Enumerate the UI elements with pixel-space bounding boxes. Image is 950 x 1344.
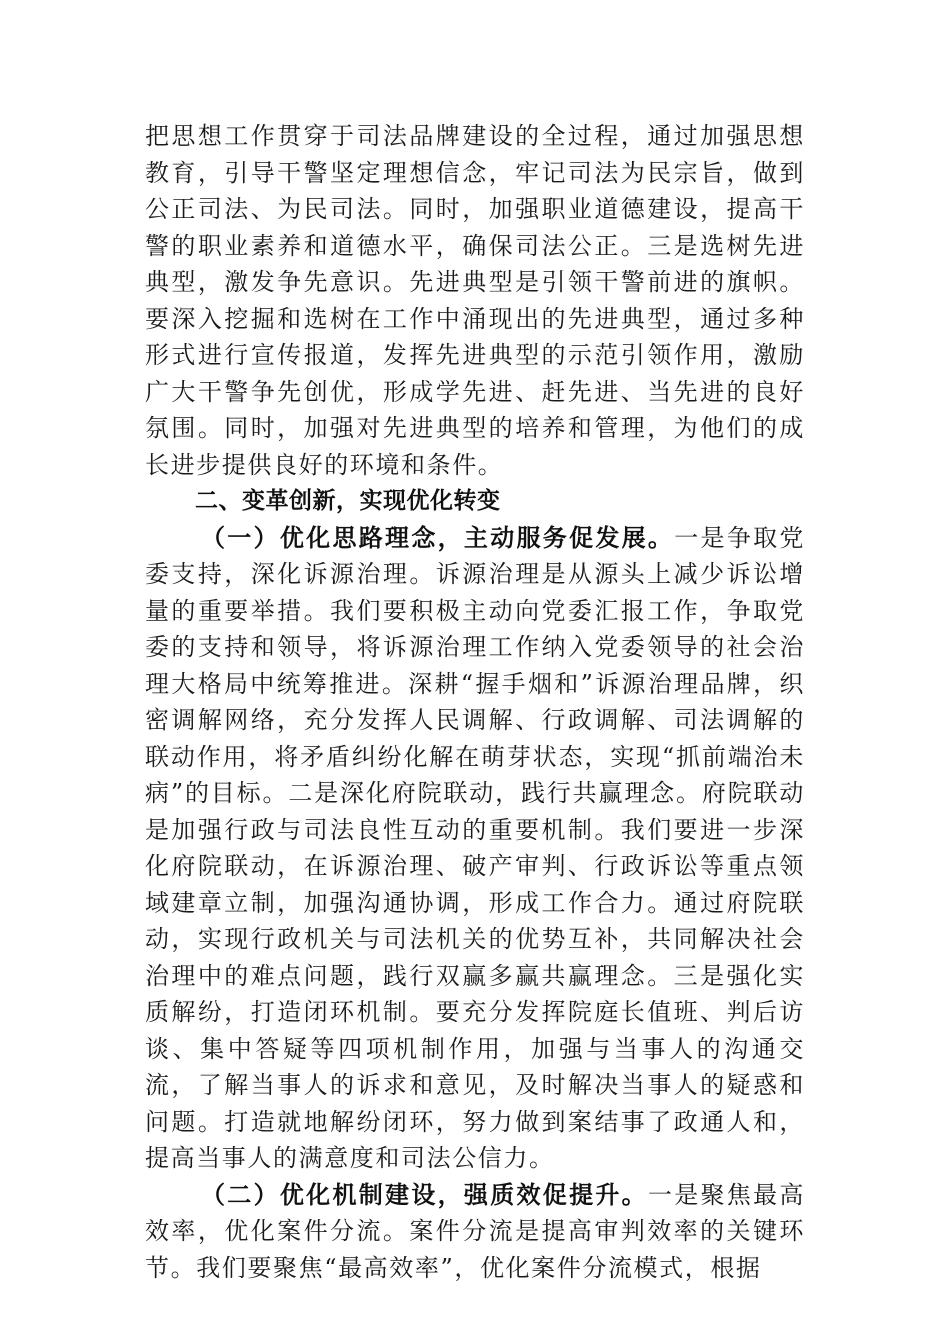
document-page [145,118,805,1286]
paragraph-continuation: 把思想工作贯穿于司法品牌建设的全过程，通过加强思想教育，引导干警坚定理想信念，牢记司法为民宗旨，做到公正司法、为民司法。同时，加强职业道德建设，提高干警的职业素养和道德水平，确保司法公正。三是选树先进典型，激发争先意识。先进典型是引领干警前进的旗帜。要深入挖掘和选树在工作中涌现出的先进典型，通过多种形式进行宣传报道，发挥先进典型的示范引领作用，激励广大干警争先创优，形成学先进、赶先进、当先进的良好氛围。同时，加强对先进典型的培养和管理，为他们的成长进步提供良好的环境和条件。 [145,122,805,479]
subsection-one-body: 一是争取党委支持，深化诉源治理。诉源治理是从源头上减少诉讼增量的重要举措。我们要积极主动向党委汇报工作，争取党委的支持和领导，将诉源治理工作纳入党委领导的社会治理大格局中统筹推进。深耕“握手烟和”诉源治理品牌，织密调解网络，充分发挥人民调解、行政调解、司法调解的联动作用，将矛盾纠纷化解在萌芽状态，实现“抓前端治未病”的目标。二是深化府院联动，践行共赢理念。府院联动是加强行政与司法良性互动的重要机制。我们要进一步深化府院联动，在诉源治理、破产审判、行政诉讼等重点领域建章立制，加强沟通协调，形成工作合力。通过府院联动，实现行政机关与司法机关的优势互补，共同解决社会治理中的难点问题，践行双赢多赢共赢理念。三是强化实质解纷，打造闭环机制。要充分发挥院庭长值班、判后访谈、集中答疑等四项机制作用，加强与当事人的沟通交流，了解当事人的诉求和意见，及时解决当事人的疑惑和问题。打造就地解纷闭环，努力做到案结事了政通人和，提高当事人的满意度和司法公信力。 [145,523,805,1172]
subsection-two-lead: （二）优化机制建设，强质效促提升。 [201,1179,648,1209]
subsection-one-lead: （一）优化思路理念，主动服务促发展。 [201,522,675,552]
subsection-two-paragraph [145,1177,805,1287]
section-heading: 二、变革创新，实现优化转变 [195,488,501,514]
subsection-two-body: 一是聚焦最高效率，优化案件分流。案件分流是提高审判效率的关键环节。我们要聚焦“最高效率”，优化案件分流模式，根据 [145,1180,805,1282]
subsection-one-paragraph [145,520,805,1177]
